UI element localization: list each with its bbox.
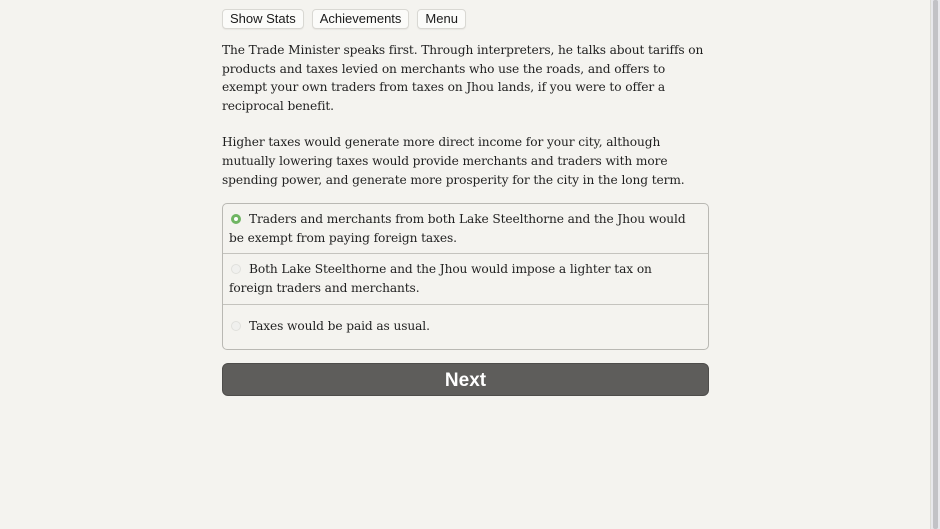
game-content	[222, 9, 709, 396]
scrollbar-thumb[interactable]	[933, 0, 938, 529]
choice-label: Traders and merchants from both Lake Steelthorne and the Jhou would be exempt from paying foreign taxes.	[229, 212, 686, 245]
radio-unselected-icon[interactable]	[231, 321, 241, 331]
choice-option-lighter-tax[interactable]	[223, 253, 708, 303]
page-scrollbar[interactable]	[930, 0, 940, 529]
radio-unselected-icon[interactable]	[231, 264, 241, 274]
choice-label: Taxes would be paid as usual.	[249, 318, 430, 333]
achievements-button[interactable]: Achievements	[312, 9, 410, 29]
top-toolbar	[222, 9, 709, 29]
menu-button[interactable]: Menu	[417, 9, 466, 29]
story-text	[222, 41, 709, 189]
story-paragraph: Higher taxes would generate more direct income for your city, although mutually lowering taxes would provide merchants and traders with more spending power, and generate more prosperity for the city in the long term.	[222, 135, 685, 187]
choice-label: Both Lake Steelthorne and the Jhou would impose a lighter tax on foreign traders and merchants.	[229, 262, 652, 295]
show-stats-button[interactable]: Show Stats	[222, 9, 304, 29]
choice-list	[222, 203, 709, 350]
story-paragraph: The Trade Minister speaks first. Through interpreters, he talks about tariffs on products and taxes levied on merchants who use the roads, and offers to exempt your own traders from taxes on Jhou lands, if you were to offer a reciprocal benefit.	[222, 43, 704, 113]
choice-option-exempt[interactable]	[223, 204, 708, 253]
choice-option-usual[interactable]	[223, 304, 708, 350]
next-button[interactable]: Next	[222, 363, 709, 396]
radio-selected-icon[interactable]	[231, 214, 241, 224]
